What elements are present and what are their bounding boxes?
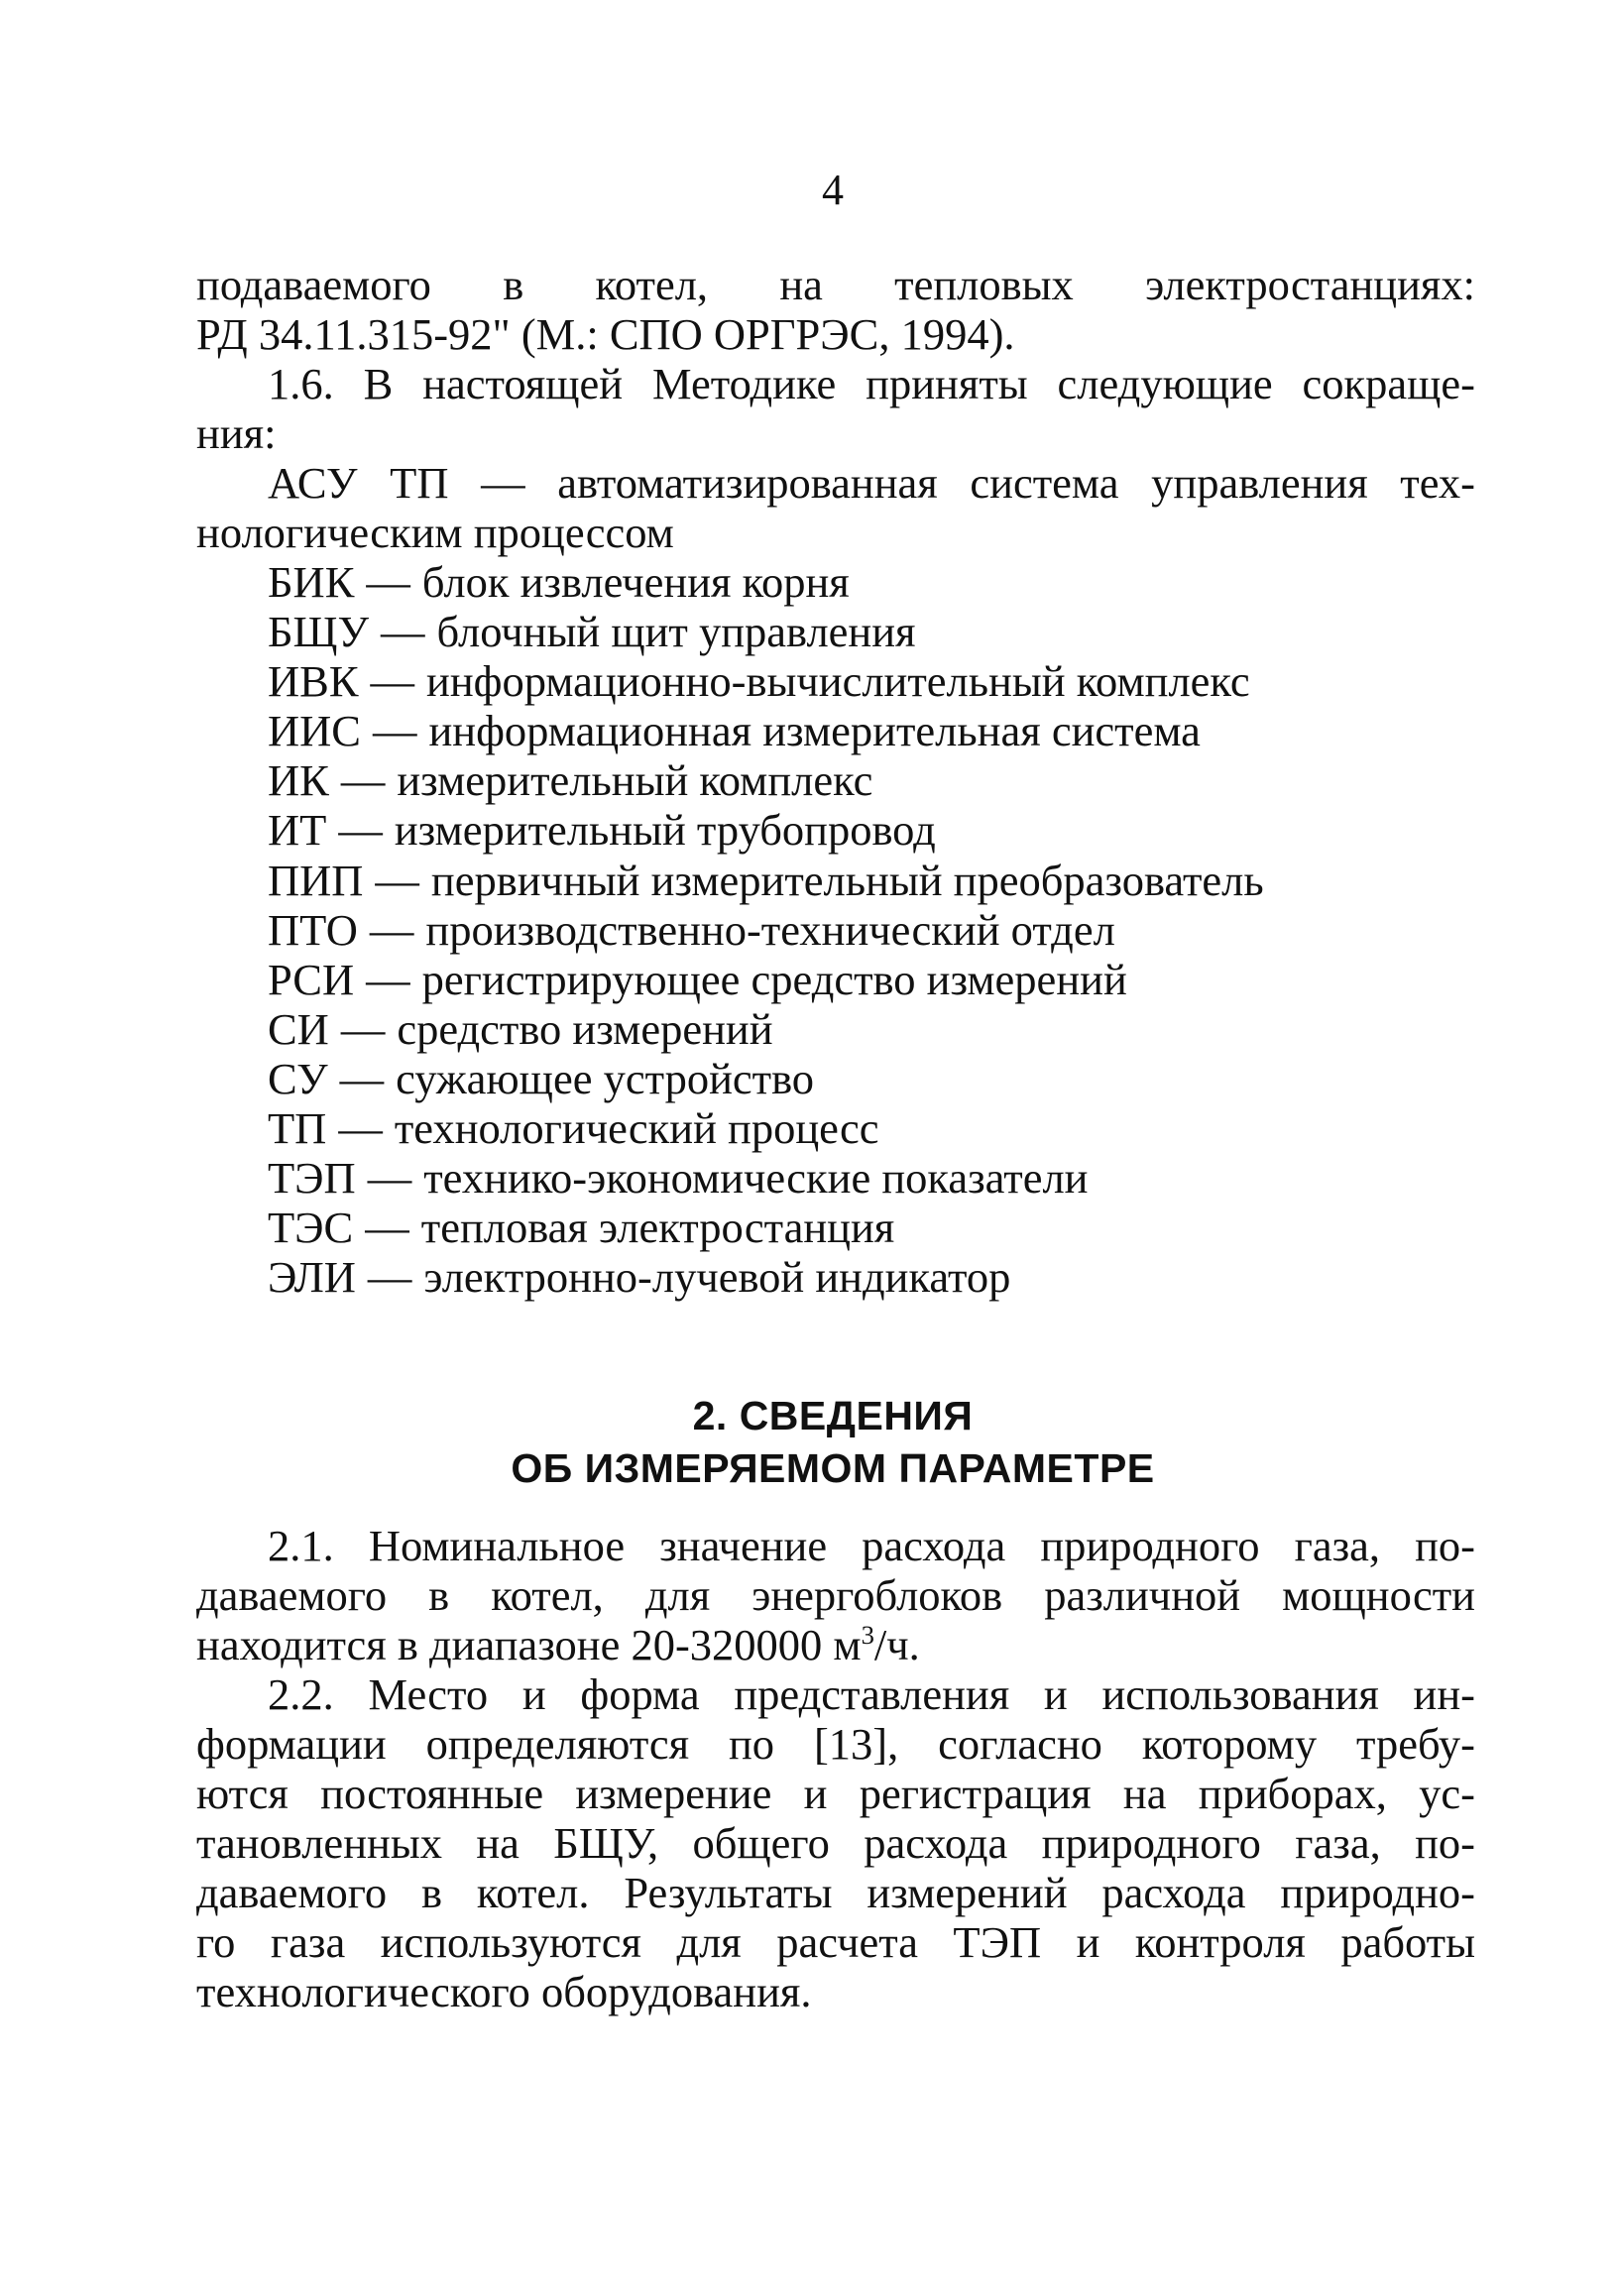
section-heading-line-1: 2. СВЕДЕНИЯ [692,1393,974,1438]
paragraph-2-1-line-1 [196,1521,1475,1570]
text-line: ются постоянные измерение и регистрация на приборах, ус- [196,1769,1475,1818]
paragraph-2-1-line-3 [196,1620,1475,1669]
abbreviation-item: ТЭС — тепловая электростанция [268,1203,895,1253]
text-line: ния: [196,408,277,458]
text-line: нологическим процессом [196,508,674,557]
page-number: 4 [822,166,844,214]
text-line: 2.2. Место и форма представления и использования ин- [268,1669,1475,1719]
paragraph-2-1 [196,1521,1475,1669]
abbreviation-item: ИТ — измерительный трубопровод [268,805,936,856]
paragraph-2-2-line-4 [196,1818,1475,1868]
text-line: даваемого в котел, для энергоблоков различной мощности [196,1570,1475,1620]
text-line: 2.1. Номинальное значение расхода природного газа, по- [268,1521,1475,1570]
intro-line-2 [196,309,1475,359]
text-line: АСУ ТП — автоматизированная система управления тех- [268,458,1475,508]
abbreviation-asu-tp-line-1 [196,458,1475,508]
paragraph-2-2 [196,1669,1475,2016]
abbreviation-item: ИИС — информационная измерительная система [268,706,1201,756]
abbreviation-item: БИК — блок извлечения корня [268,557,850,607]
abbreviation-item: ПИП — первичный измерительный преобразователь [268,855,1264,905]
text-line: формации определяются по [13], согласно которому требу- [196,1719,1475,1769]
abbreviation-item: ЭЛИ — электронно-лучевой индикатор [268,1252,1011,1303]
abbreviation-item: ИВК — информационно-вычислительный комплекс [268,656,1250,707]
abbreviation-item: РСИ — регистрирующее средство измерений [268,954,1127,1004]
paragraph-2-1-line-2 [196,1570,1475,1620]
paragraph-1-6 [196,359,1475,458]
paragraph-2-2-line-6 [196,1917,1475,1967]
text-line: подаваемого в котел, на тепловых электростанциях: [196,260,1475,309]
abbreviation-asu-tp [196,458,1475,557]
section-heading [0,1390,1618,1495]
abbreviation-item: ИК — измерительный комплекс [268,755,873,806]
paragraph-1-6-line-1 [196,359,1475,408]
abbreviation-item: СИ — средство измерений [268,1003,773,1054]
text-line: го газа используются для расчета ТЭП и контроля работы [196,1917,1475,1967]
abbreviation-asu-tp-line-2 [196,508,1475,557]
abbreviation-item: ТП — технологический процесс [268,1103,879,1154]
text-line: 1.6. В настоящей Методике приняты следующие сокраще- [268,359,1475,408]
intro-line-1 [196,260,1475,309]
paragraph-2-2-line-1 [196,1669,1475,1719]
section-heading-line-2: ОБ ИЗМЕРЯЕМОМ ПАРАМЕТРЕ [511,1445,1155,1491]
abbreviation-item: ТЭП — технико-экономические показатели [268,1153,1089,1204]
paragraph-2-2-line-7 [196,1967,1475,2016]
paragraph-2-2-line-5 [196,1868,1475,1917]
abbreviation-item: ПТО — производственно-технический отдел [268,904,1115,955]
paragraph-2-2-line-2 [196,1719,1475,1769]
paragraph-2-2-line-3 [196,1769,1475,1818]
abbreviation-item: СУ — сужающее устройство [268,1053,815,1103]
intro-paragraph [196,260,1475,359]
text-line: даваемого в котел. Результаты измерений расхода природно- [196,1868,1475,1917]
text-line: РД 34.11.315-92" (М.: СПО ОРГРЭС, 1994). [196,309,1015,359]
text-line: тановленных на БЩУ, общего расхода природного газа, по- [196,1818,1475,1868]
paragraph-1-6-line-2 [196,408,1475,458]
abbreviation-item: БЩУ — блочный щит управления [268,607,916,657]
text-line: технологического оборудования. [196,1967,812,2016]
abbreviation-list [268,557,1487,1302]
text-line: находится в диапазоне 20-320000 $м^3/ч$. [196,1620,920,1669]
